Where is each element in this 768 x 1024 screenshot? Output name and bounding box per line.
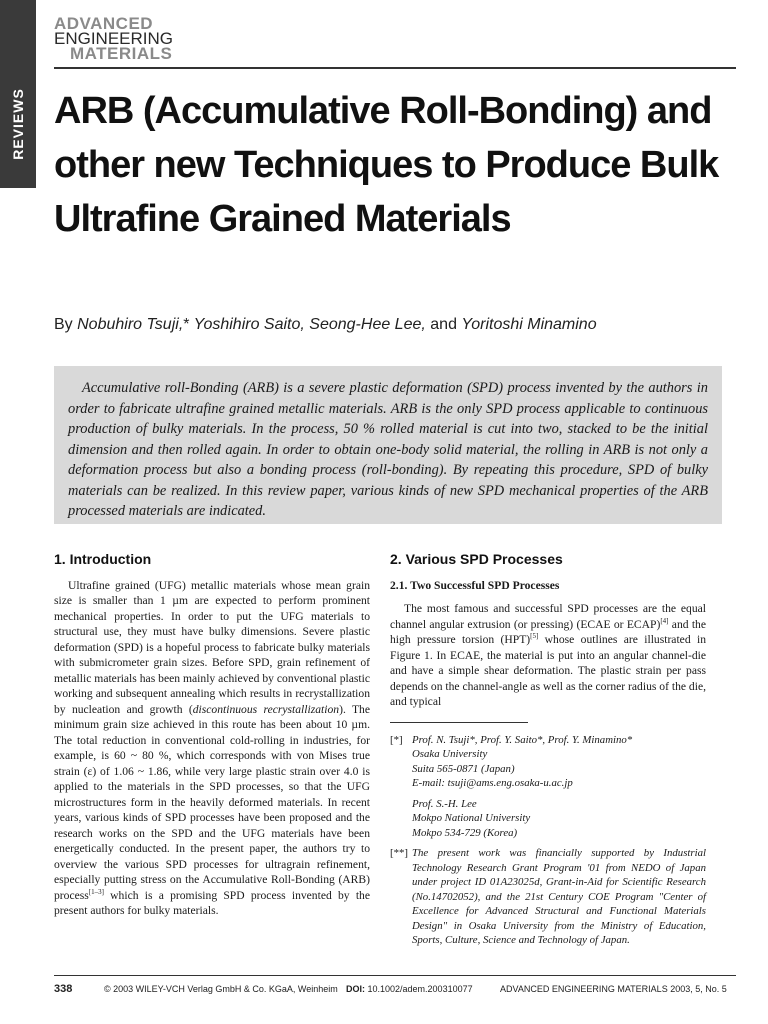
and-label: and (425, 316, 462, 333)
section-heading-introduction: 1. Introduction (54, 551, 152, 567)
left-column (54, 552, 370, 919)
citation-ref: [1–3] (88, 887, 104, 896)
author-line (54, 316, 734, 334)
footnote-funding: [**] The present work was financially supported by Industrial Technology Research Grant Program '01 from NEDO of Japan under project ID 01A23025d, Grant-in-Aid for Scientific Research (No.14702052), and the 21st Century COE Program "Center of Excellence for Advanced Structural and Functional Materials Design" in Osaka University from the Ministry of Education, Sports, Culture, Science and Technology of Japan. (390, 847, 706, 946)
author-mark: * (183, 316, 190, 333)
author-saito: Yoshihiro Saito, (189, 316, 305, 333)
journal-logo (54, 16, 173, 61)
introduction-paragraph: Ultrafine grained (UFG) metallic materials whose mean grain size is smaller than 1 µm are expected to perform prominent mechanical properties. In order to put the UFG materials to structural use, they must have bulky dimensions. Severe plastic deformation (SPD) is a hopeful process to fabricate bulky materials with submicrometer grain sizes. Before SPD, grain refinement of metallic materials has been mainly achieved by conventional plastic working and subsequent annealing which results in recrystallization by nucleation and growth (discontinuous recrystallization). The minimum grain size achieved in this route has been about 10 µm. The total reduction in conventional cold-rolling in industries, for example, is 60 ~ 80 %, which corresponds with von Mises true strain (ε) of 1.06 ~ 1.86, while very large plastic strain over 4.0 is applied to the materials in the SPD processes, so that the UFG microstructures form in the heavily deformed materials. In recent years, various kinds of SPD processes have been proposed and the research works on the SPD and the UFG materials have been energetically conducted. In the present paper, the authors try to overview the various SPD processes for ultragrain refinement, especially putting stress on the Accumulative Roll-Bonding (ARB) process[1–3] which is a promising SPD process invented by the present authors for bulky materials. (54, 578, 371, 917)
logo-line-1: ADVANCED (54, 14, 154, 33)
article-title: ARB (Accumulative Roll-Bonding) and other new Techniques to Produce Bulk Ultrafine Grained Materials (54, 90, 719, 240)
subsection-heading: 2.1. Two Successful SPD Processes (390, 578, 560, 592)
top-rule (54, 67, 736, 69)
section-heading-spd: 2. Various SPD Processes (390, 551, 563, 567)
right-column (390, 552, 706, 948)
spd-paragraph: The most famous and successful SPD processes are the equal channel angular extrusion (or pressing) (ECAE or ECAP)[4] and the high pressure torsion (HPT)[5] whose outlines are illustrated in Figure 1. In ECAE, the material is put into an angular channel-die and have a simple shear deformation. The plastic strain per pass depends on the channel-angle as well as the corner radius of the die, and typical (390, 602, 706, 708)
logo-line-2: ENGINEERING (54, 29, 174, 48)
citation-ref-4: [4] (660, 616, 669, 625)
logo-line-3: MATERIALS (70, 44, 173, 63)
footnote-affiliations: [*] Prof. N. Tsuji*, Prof. Y. Saito*, Prof. Y. Minamino* Osaka University Suita 565-0871 (Japan) E-mail: tsuji@ams.eng.osaka-u.ac.jp Prof. S.-H. Lee Mokpo National University Mokpo 534-729 (Korea) (390, 733, 706, 841)
author-tsuji: Nobuhiro Tsuji, (77, 316, 184, 333)
footnote-rule (390, 722, 528, 723)
by-label: By (54, 316, 78, 333)
section-tab-label: REVIEWS (10, 88, 26, 160)
author-lee: Seong-Hee Lee, (304, 316, 426, 333)
bottom-rule (54, 975, 736, 976)
copyright: © 2003 WILEY-VCH Verlag GmbH & Co. KGaA, Weinheim (104, 984, 338, 994)
doi: DOI: 10.1002/adem.200310077 (346, 984, 473, 994)
citation-ref-5: [5] (530, 632, 539, 641)
abstract-box: Accumulative roll-Bonding (ARB) is a severe plastic deformation (SPD) process invented by the authors in order to fabricate ultrafine grained metallic materials. ARB is the only SPD process applicable to continuous production of bulky materials. In the process, 50 % rolled material is cut into two, stacked to be the initial dimension and then rolled again. In order to obtain one-body solid material, the rolling in ARB is not only a deformation process but also a bonding process (roll-bonding). By repeating this procedure, SPD of bulky materials can be realized. In this review paper, various kinds of new SPD mechanical properties of the ARB processed materials are indicated. (54, 366, 722, 524)
footnotes (390, 733, 706, 948)
author-minamino: Yoritoshi Minamino (461, 316, 597, 333)
page-number: 338 (54, 983, 73, 995)
journal-citation: ADVANCED ENGINEERING MATERIALS 2003, 5, No. 5 (500, 984, 727, 994)
section-tab (0, 0, 36, 188)
author-email: E-mail: tsuji@ams.eng.osaka-u.ac.jp (412, 777, 573, 789)
